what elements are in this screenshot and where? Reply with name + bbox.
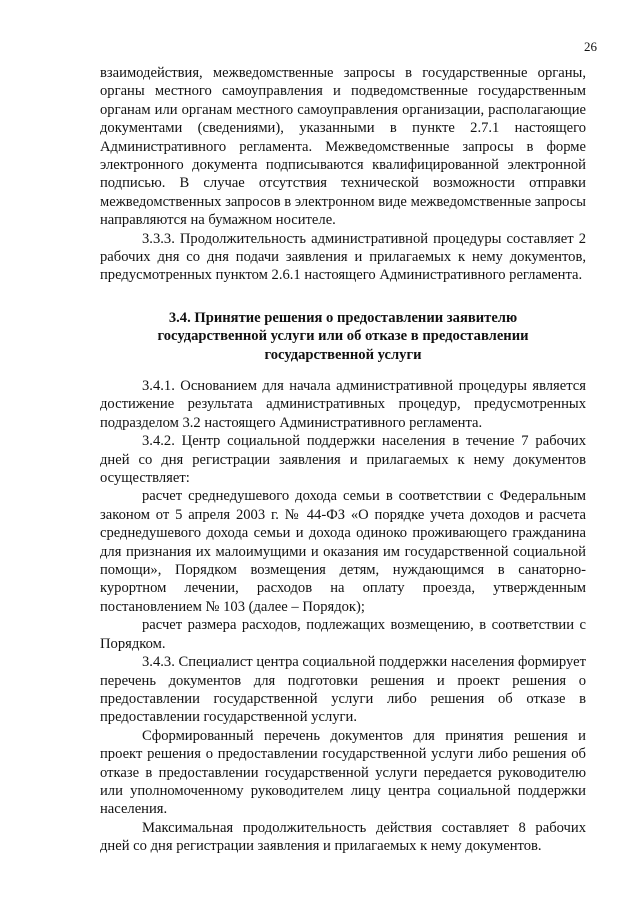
bottom-text <box>100 377 586 856</box>
paragraph-3-3-3: 3.3.3. Продолжительность административной процедуры составляет 2 рабочих дня со дня подачи заявления и прилагаемых к нему документов, предусмотренных пунктом 2.6.1 настоящего Административного регламента. <box>100 230 586 284</box>
heading-line-3: государственной услуги <box>264 346 422 363</box>
section-heading <box>100 309 586 364</box>
top-text <box>100 64 586 285</box>
paragraph-3-4-1: 3.4.1. Основанием для начала административной процедуры является достижение результата административных процедур, предусмотренных подразделом 3.2 настоящего Административного регламента. <box>100 378 586 431</box>
paragraph-income-calculation: расчет среднедушевого дохода семьи в соответствии с Федеральным законом от 5 апреля 2003 г. № 44-ФЗ «О порядке учета доходов и расчета среднедушевого дохода семьи и дохода одиноко проживающего гражданина для признания их малоимущими и оказания им государственной социальной помощи», Порядком возмещения детям, нуждающимся в санаторно-курортном лечении, расходов на оплату проезда, утвержденным постановлением № 103 (далее – Порядок); <box>100 488 586 615</box>
heading-line-2: государственной услуги или об отказе в предоставлении <box>157 328 529 345</box>
paragraph-transfer: Сформированный перечень документов для принятия решения и проект решения о предоставлении государственной услуги либо решения об отказе в предоставлении государственной услуги передается руководителю или уполномоченному руководителем лицу центра социальной поддержки населения. <box>100 727 586 818</box>
paragraph-3-4-2: 3.4.2. Центр социальной поддержки населения в течение 7 рабочих дней со дня регистрации заявления и прилагаемых к нему документов осуществляет: <box>100 433 586 487</box>
paragraph-continuation: взаимодействия, межведомственные запросы в государственные органы, органы местного самоуправления и подведомственные государственным органам или органам местного самоуправления организации, располагающие документами (сведениями), указанными в пункте 2.7.1 настоящего Административного регламента. Межведомственные запросы в форме электронного документа подписываются квалифицированной электронной подписью. В случае отсутствия технической возможности отправки межведомственных запросов в электронном виде межведомственные запросы направляются на бумажном носителе. <box>100 65 586 229</box>
paragraph-3-4-3: 3.4.3. Специалист центра социальной поддержки населения формирует перечень документов для подготовки решения и проект решения о предоставлении государственной услуги либо решения об отказе в предоставлении государственной услуги. <box>100 654 586 726</box>
heading-line-1: 3.4. Принятие решения о предоставлении заявителю <box>168 310 518 326</box>
paragraph-expense-calculation: расчет размера расходов, подлежащих возмещению, в соответствии с Порядком. <box>100 617 586 652</box>
paragraph-max-duration: Максимальная продолжительность действия составляет 8 рабочих дней со дня регистрации заявления и прилагаемых к нему документов. <box>100 819 586 855</box>
page-number: 26 <box>584 39 597 54</box>
